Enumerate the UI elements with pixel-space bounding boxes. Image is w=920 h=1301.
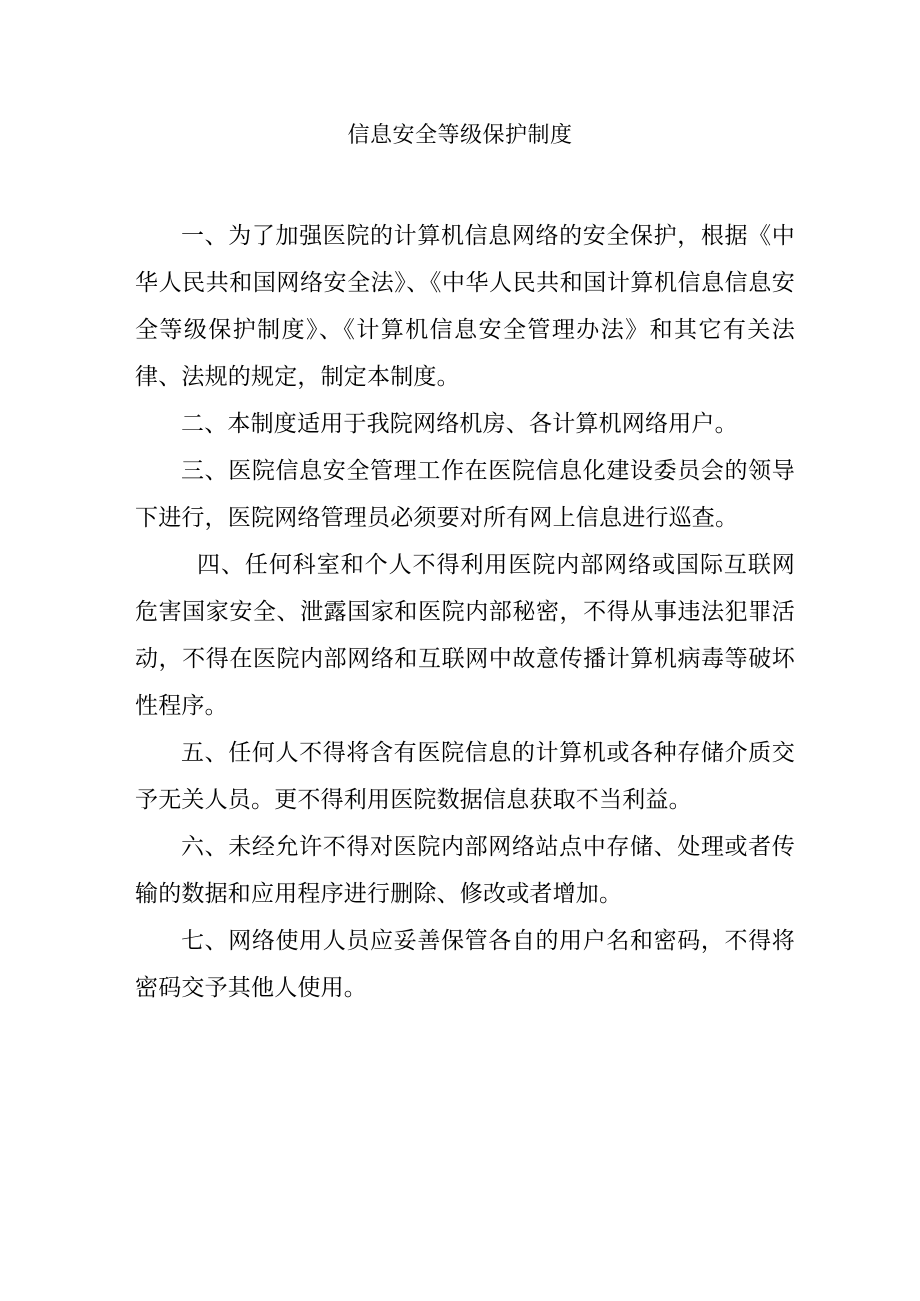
document-body [135, 213, 795, 1012]
paragraph-2: 二、本制度适用于我院网络机房、各计算机网络用户。 [181, 411, 738, 437]
paragraph-4: 四、任何科室和个人不得利用医院内部网络或国际互联网危害国家安全、泄露国家和医院内部秘密，不得从事违法犯罪活动，不得在医院内部网络和互联网中故意传播计算机病毒等破坏性程序。 [135, 552, 795, 719]
document-title: 信息安全等级保护制度 [347, 123, 573, 148]
paragraph-5: 五、任何人不得将含有医院信息的计算机或各种存储介质交予无关人员。更不得利用医院数据信息获取不当利益。 [135, 740, 795, 813]
paragraph-7: 七、网络使用人员应妥善保管各自的用户名和密码，不得将密码交予其他人使用。 [135, 928, 795, 1001]
paragraph-1: 一、为了加强医院的计算机信息网络的安全保护，根据《中华人民共和国网络安全法》、《中华人民共和国计算机信息信息安全等级保护制度》、《计算机信息安全管理办法》和其它有关法律、法规的规定，制定本制度。 [135, 223, 795, 390]
paragraph-6: 六、未经允许不得对医院内部网络站点中存储、处理或者传输的数据和应用程序进行删除、修改或者增加。 [135, 834, 795, 907]
paragraph-3: 三、医院信息安全管理工作在医院信息化建设委员会的领导下进行，医院网络管理员必须要对所有网上信息进行巡查。 [135, 458, 795, 531]
